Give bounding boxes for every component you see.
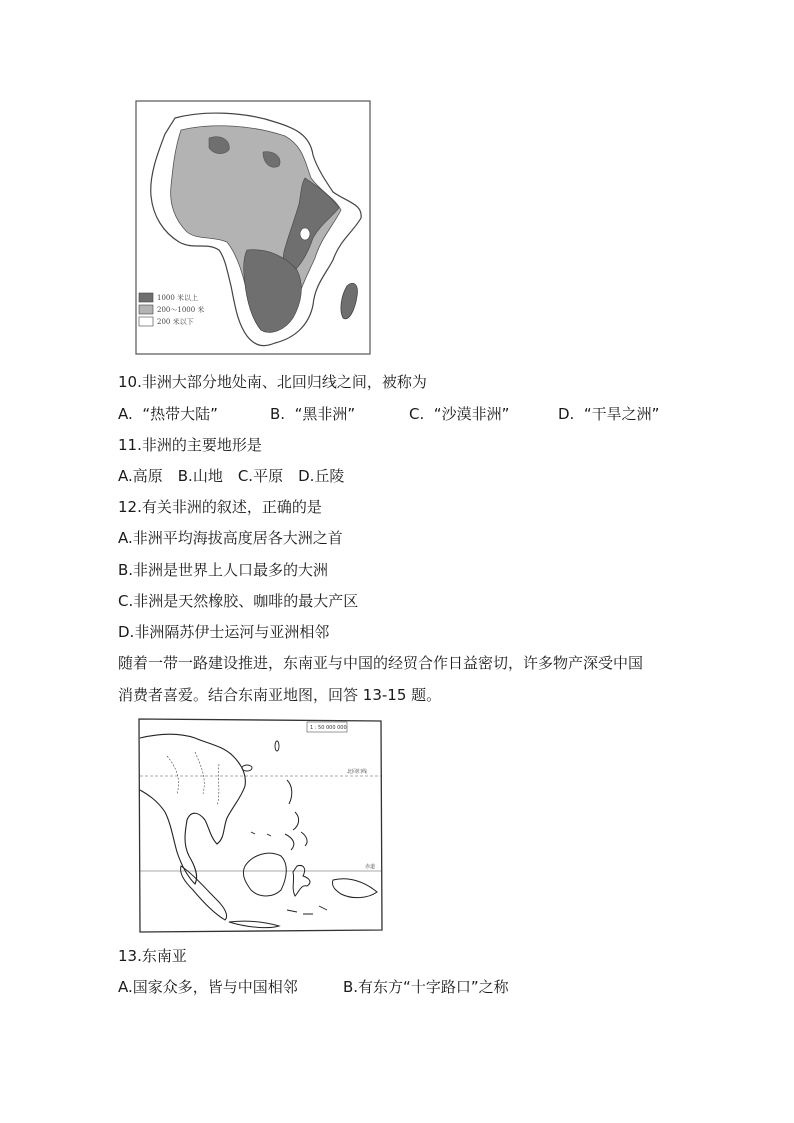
legend-label-low: 200 米以下 [157, 318, 194, 326]
q10-option-b-letter: B. [270, 405, 286, 423]
tropic-label: 北回归线 [347, 769, 368, 775]
q10-option-b[interactable] [270, 404, 355, 424]
q12-option-d[interactable]: D.非洲隔苏伊士运河与亚洲相邻 [118, 623, 330, 641]
passage-line-2: 消费者喜爱。结合东南亚地图，回答 13-15 题。 [118, 686, 442, 704]
question-13-options [0, 977, 794, 997]
equator-label: 赤道 [365, 864, 376, 870]
scale-label: 1 : 50 000 000 [310, 725, 347, 731]
q13-option-a[interactable]: A.国家众多，皆与中国相邻 [118, 978, 298, 996]
legend-swatch-low [139, 317, 153, 326]
q10-option-c-letter: C. [409, 405, 425, 423]
q10-option-d-letter: D. [558, 405, 575, 423]
q10-option-a-text: “热带大陆” [142, 405, 218, 423]
q10-option-a[interactable] [118, 404, 218, 424]
q12-option-b[interactable]: B.非洲是世界上人口最多的大洲 [118, 561, 329, 579]
question-12-stem: 12.有关非洲的叙述，正确的是 [118, 498, 322, 516]
southeast-asia-map [137, 716, 384, 934]
question-10-stem: 10.非洲大部分地处南、北回归线之间，被称为 [118, 373, 427, 391]
q10-option-d-text: “干旱之洲” [583, 405, 660, 423]
q12-option-c[interactable]: C.非洲是天然橡胶、咖啡的最大产区 [118, 592, 359, 610]
legend-label-mid: 200～1000 米 [157, 306, 205, 314]
lake-victoria-shape [300, 228, 310, 240]
q10-option-c[interactable] [409, 404, 509, 424]
passage-line-1: 随着一带一路建设推进，东南亚与中国的经贸合作日益密切，许多物产深受中国 [118, 654, 644, 672]
question-11-stem: 11.非洲的主要地形是 [118, 436, 262, 454]
q10-option-a-letter: A. [118, 405, 133, 423]
q10-option-b-text: “黑非洲” [294, 405, 356, 423]
q10-option-d[interactable] [558, 404, 659, 424]
map-frame [139, 719, 382, 932]
question-11-options[interactable]: A.高原 B.山地 C.平原 D.丘陵 [118, 467, 345, 485]
africa-elevation-map [135, 100, 371, 355]
q13-option-b[interactable]: B.有东方“十字路口”之称 [343, 978, 509, 996]
legend-swatch-mid [139, 305, 153, 314]
q10-option-c-text: “沙漠非洲” [433, 405, 510, 423]
q12-option-a[interactable]: A.非洲平均海拔高度居各大洲之首 [118, 529, 343, 547]
legend-label-high: 1000 米以上 [157, 294, 199, 302]
question-10-options [0, 404, 794, 424]
question-13-stem: 13.东南亚 [118, 947, 187, 965]
legend-swatch-high [139, 293, 153, 302]
